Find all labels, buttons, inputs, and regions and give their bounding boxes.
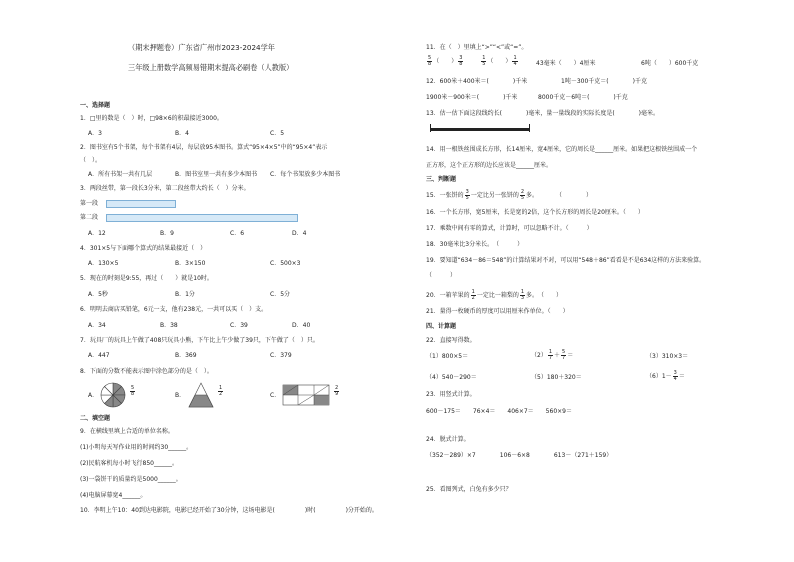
question-21: 21．量得一枚硬币的厚度可以用厘米作单位。（ ）	[426, 308, 569, 315]
q22-item-5: （5）180＋320＝	[531, 374, 582, 381]
q3-option-d: D．4	[292, 230, 307, 237]
question-3: 3．两段丝带，第一段长3分米，第二段丝带大约长（ ）分米。	[80, 185, 250, 192]
q8-option-b: B．	[175, 392, 186, 399]
q22-item-6: （6）1－ $\frac{3}{4}$ ＝	[646, 370, 685, 382]
question-19-cont: （ ）	[426, 272, 457, 279]
title-line-2: 三年级上册数学高频易错期末提高必刷卷（人教版）	[128, 63, 294, 72]
q1-option-a: A．3	[88, 130, 102, 137]
q3-option-b: B．9	[160, 230, 174, 237]
q8-option-c: C．	[270, 392, 281, 399]
question-2-cont: （ ）。	[80, 157, 102, 164]
q8-fraction-c: $\frac{2}{9}$	[335, 385, 339, 397]
q5-option-c: C．5分	[270, 291, 291, 298]
question-2: 2．图书室有5个书架，每个书架有4层，每层放95本图书。算式“95×4×5”中的“95×4”表示	[80, 144, 328, 151]
ribbon-bar-2	[106, 214, 298, 222]
q9-part-1: (1)小明每天写作业用的时间约30______。	[80, 444, 193, 451]
q4-option-b: B．3×150	[175, 260, 206, 267]
q8-fraction-a: $\frac{5}{8}$	[131, 385, 135, 397]
q7-option-b: B．369	[175, 352, 197, 359]
question-24: 24．脱式计算。	[426, 436, 470, 443]
q5-option-a: A．5秒	[88, 291, 108, 298]
q2-option-b: B．图书室里一共有多少本图书	[175, 171, 258, 178]
question-12: 12．600米＋400米＝( )千米	[426, 78, 528, 85]
q1-option-c: C．5	[270, 130, 285, 137]
measure-line-tick-right	[529, 124, 530, 132]
q1-option-b: B．4	[175, 130, 189, 137]
section-fill: 二、填空题	[80, 415, 111, 422]
q22-item-2: （2） $\frac{1}{7}$ ＋ $\frac{5}{7}$ ＝	[531, 349, 574, 361]
section-choice: 一、选择题	[80, 102, 111, 109]
question-6: 6．明明去商店买铅笔，6元一支，他有238元，一共可以买（ ）支。	[80, 306, 268, 313]
question-10: 10．李明上午10：40到达电影院，电影已经开始了30分钟，这场电影是( )时( )分开始的。	[80, 507, 378, 514]
q9-part-2: (2)民航客机每小时飞行850______。	[80, 460, 178, 467]
q22-item-3: （3）310×3＝	[646, 353, 689, 360]
q8-option-a: A．	[88, 392, 99, 399]
q22-item-4: （4）540－290＝	[426, 374, 477, 381]
question-16: 16．一个长方形，宽5厘米，长是宽的2倍，这个长方形的周长是20厘米。（ ）	[426, 209, 644, 216]
question-13: 13．估一估下面这段线约长( )毫米，量一量线段的实际长度是( )毫米。	[426, 110, 659, 117]
q3-option-c: C．6	[230, 230, 245, 237]
question-22: 22．直接写得数。	[426, 337, 476, 344]
q8-circle-figure	[100, 382, 126, 408]
q6-option-a: A．34	[88, 322, 106, 329]
measure-line	[430, 128, 530, 131]
ribbon-bar-1	[106, 200, 176, 208]
q24-items: （352－289）×7 106－6×8 613－（271＋159）	[426, 452, 613, 459]
question-14: 14．用一根铁丝围成长方形，长14厘米，宽4厘米，它的周长是______厘米。如果把这根铁丝围成一个	[426, 146, 698, 153]
q6-option-c: C．39	[230, 322, 248, 329]
q4-option-a: A．130×5	[88, 260, 119, 267]
question-9: 9．在横线里填上合适的单位名称。	[80, 428, 174, 435]
bar-label-1: 第一段	[80, 200, 99, 207]
q11-compare-length: 43毫米（ ）4厘米	[536, 60, 596, 67]
q9-part-4: (4)电脑屏幕宽4______。	[80, 492, 147, 499]
section-judge: 三、判断题	[426, 176, 457, 183]
q8-triangle-figure	[188, 382, 214, 408]
q3-option-a: A．12	[88, 230, 106, 237]
question-7: 7．玩具厂的玩具上午做了408只玩具小熊，下午比上午少做了39只，下午做了（ ）只。	[80, 337, 319, 344]
q7-option-a: A．447	[88, 352, 110, 359]
question-11: 11．在（ ）里填上“>”“<”或“=”。	[426, 44, 528, 51]
question-23: 23．用竖式计算。	[426, 391, 476, 398]
q11-compare-weight: 6吨（ ）600千克	[641, 60, 699, 67]
q22-item-1: （1）800×5＝	[426, 353, 469, 360]
q8-rectangle-figure	[282, 384, 330, 406]
question-14-cont: 正方形，这个正方形的边长应该是______厘米。	[426, 162, 553, 169]
question-15: 15．一张饼的 $\frac{3}{5}$ 一定比另一张饼的 $\frac{2}{5}$ 多。 （ ）	[426, 189, 593, 201]
bar-label-2: 第二段	[80, 214, 99, 221]
q7-option-c: C．379	[270, 352, 292, 359]
question-4: 4．301×5与下面哪个算式的结果最接近（ ）	[80, 245, 207, 252]
q2-option-c: C．每个书架放多少本图书	[270, 171, 341, 178]
question-19: 19．要知道“634－86＝548”的计算结果对不对，可以用“548＋86”看看是不是634这样的方法来验算。	[426, 257, 706, 264]
question-5: 5．现在的时刻是9:55，再过（ ）就是10时。	[80, 275, 213, 282]
question-17: 17．乘数中间有零的算式，计算时，可以忽略不计。（ ）	[426, 225, 593, 232]
question-25: 25．看图列式，白兔有多少只？	[426, 486, 512, 493]
q6-option-d: D．40	[292, 322, 311, 329]
question-12c: 1900米－900米＝( )千米	[426, 94, 518, 101]
question-1: 1．□里的数是（ ）时，□98×6的积最接近3000。	[80, 115, 223, 122]
q2-option-a: A．所有书架一共有几层	[88, 171, 153, 178]
question-8: 8．下面的分数不能表示图中涂色部分的是（ ）。	[80, 368, 213, 375]
question-12d: 8000千克－6吨＝( )千克	[538, 94, 628, 101]
q8-fraction-b: $\frac{1}{2}$	[219, 385, 223, 397]
measure-line-tick-left	[430, 124, 431, 132]
section-calc: 四、计算题	[426, 323, 457, 330]
question-18: 18．30毫米比3分米长。 （ ）	[426, 241, 524, 248]
q6-option-b: B．38	[160, 322, 178, 329]
q23-items: 600－175＝ 76×4＝ 406×7＝ 560×9＝	[426, 408, 572, 415]
q9-part-3: (3)一袋饼干的质量约是5000______。	[80, 476, 182, 483]
q11-row-1: $\frac{5}{8}$ （ ） $\frac{3}{8}$ $\frac{1}{5}$ （ ） $\frac{1}{4}$	[428, 55, 517, 67]
title-line-1: （期末押题卷）广东省广州市2023-2024学年	[128, 43, 275, 52]
question-12b: 1吨－300千克＝( )千克	[561, 78, 647, 85]
question-20: 20．一箱苹果的 $\frac{1}{2}$ 一定比一箱梨的 $\frac{1}{3}$ 多。 （ ）	[426, 289, 563, 301]
q5-option-b: B．1分	[175, 291, 195, 298]
q4-option-c: C．500×3	[270, 260, 301, 267]
